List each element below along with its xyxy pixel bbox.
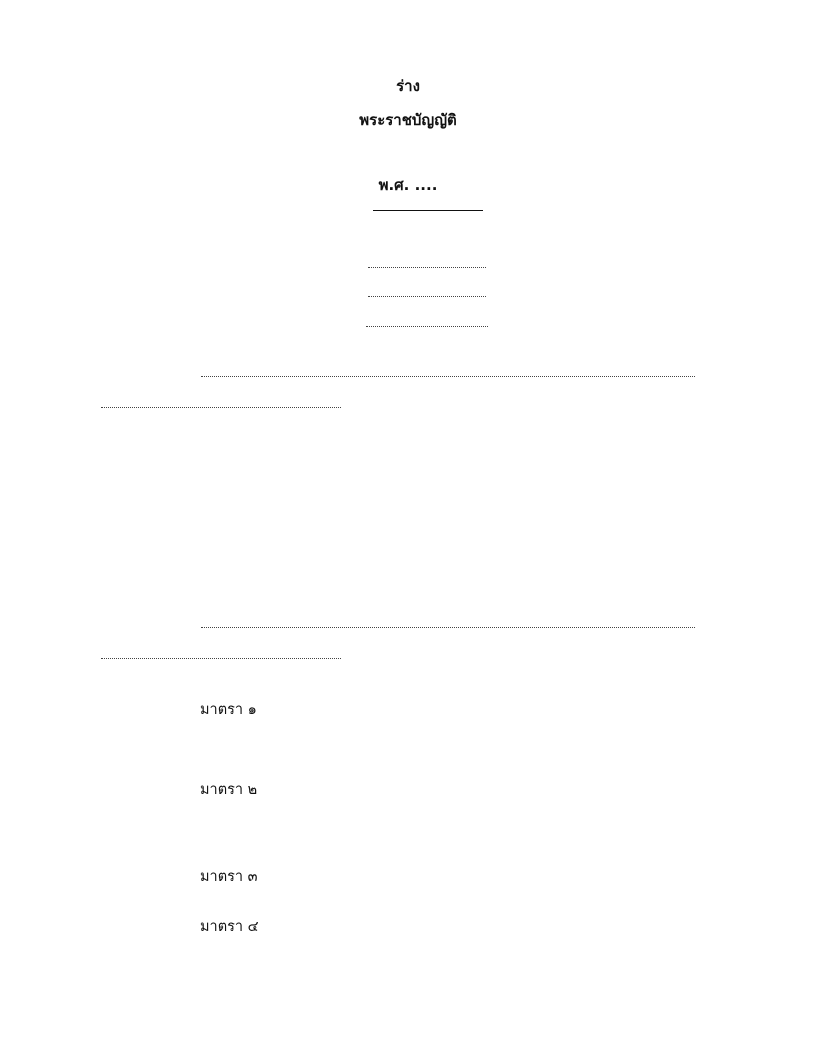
placeholder-dotted-line	[101, 658, 341, 659]
signature-dotted-line	[368, 296, 486, 297]
section-4	[88, 909, 738, 945]
document-type-heading: พระราชบัญญัติ	[359, 111, 457, 129]
section-label: มาตรา ๒	[200, 782, 258, 798]
draft-label: ร่าง	[396, 77, 420, 95]
placeholder-dotted-line	[201, 627, 695, 628]
section-2	[88, 772, 738, 808]
placeholder-dotted-line	[201, 376, 695, 377]
placeholder-dotted-line	[101, 407, 341, 408]
section-label: มาตรา ๑	[200, 702, 257, 718]
section-1	[88, 692, 738, 728]
section-3	[88, 859, 738, 895]
title-separator-rule	[373, 210, 483, 211]
year-line: พ.ศ. ....	[378, 176, 438, 194]
signature-dotted-line	[366, 326, 488, 327]
section-label: มาตรา ๔	[200, 919, 259, 935]
signature-dotted-line	[368, 267, 486, 268]
section-label: มาตรา ๓	[200, 869, 258, 885]
